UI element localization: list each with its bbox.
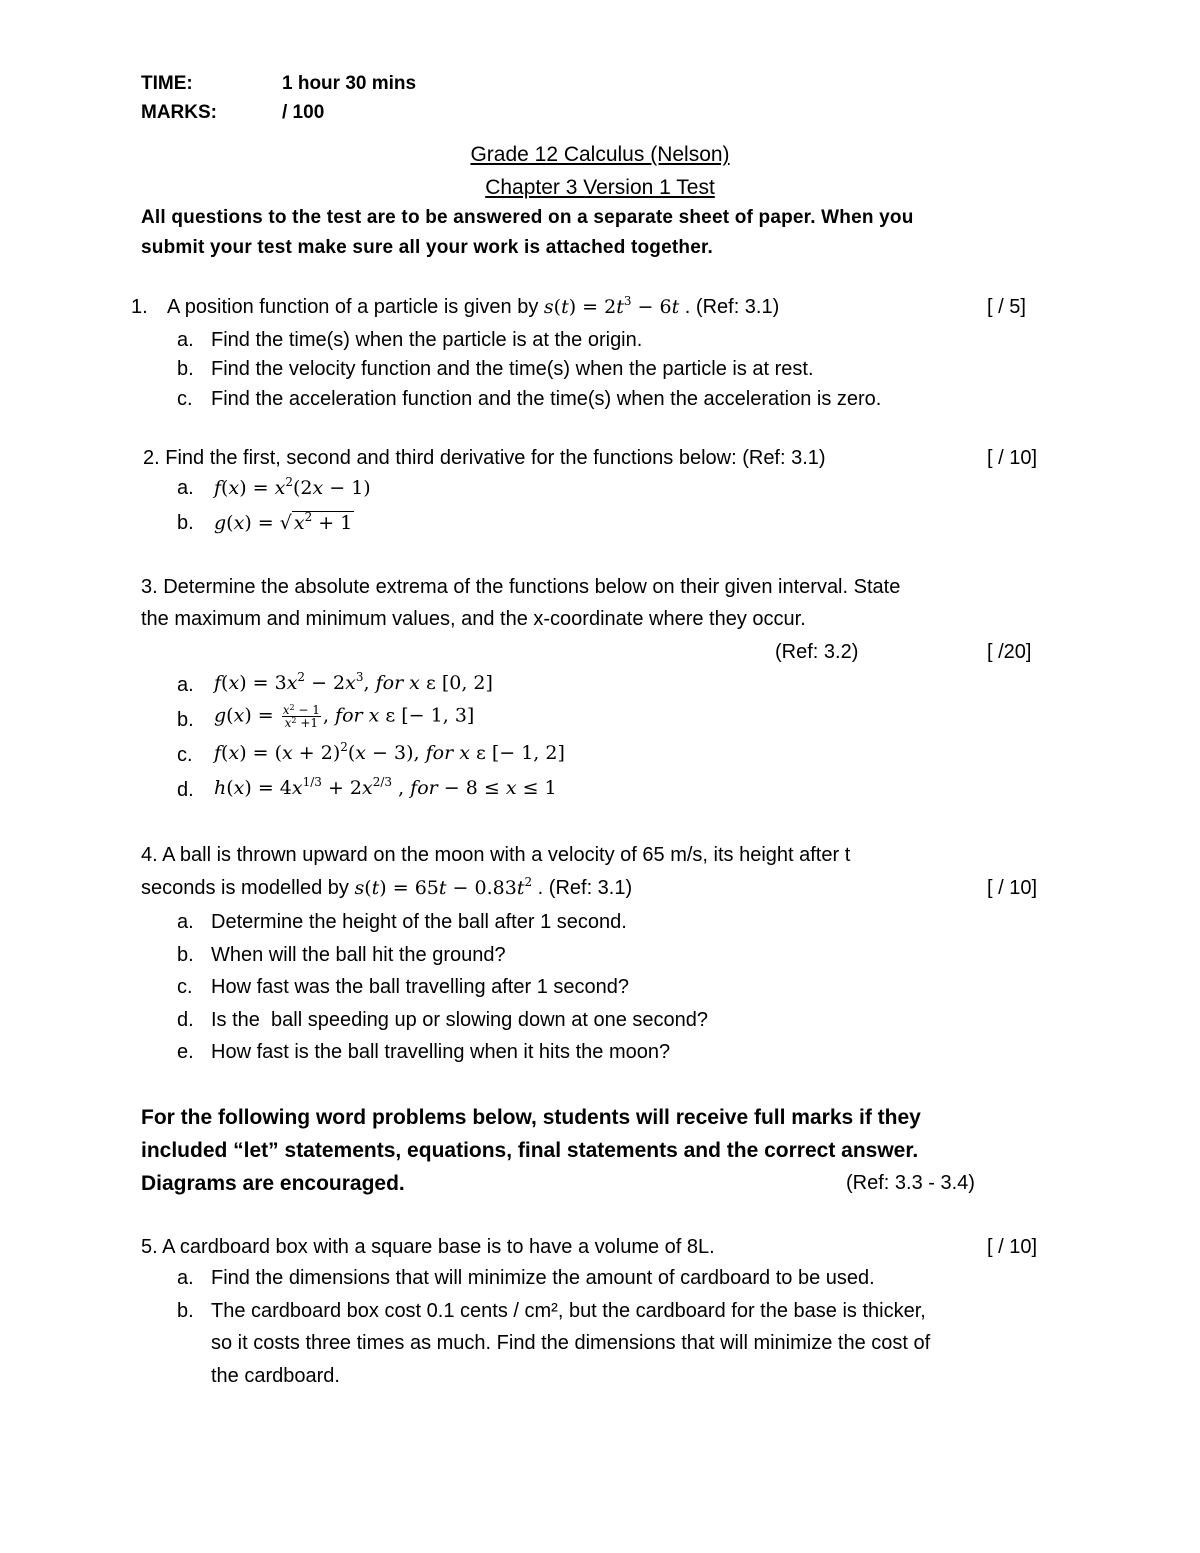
- q4-part-c-text: How fast was the ball travelling after 1 second?: [211, 976, 629, 998]
- q3-part-b-formula: g(x) = $\frac{x^2 - 1}{x^2 +1}$ , for x ε [− 1, 3]: [214, 703, 475, 730]
- q4-part-d-text: Is the ball speeding up or slowing down at one second?: [211, 1009, 709, 1031]
- q1-part-c-text: Find the acceleration function and the time(s) when the acceleration is zero.: [211, 388, 882, 410]
- q3-line-1: 3. Determine the absolute extrema of the functions below on their given interval. State: [141, 576, 901, 598]
- q3-part-d-letter: d.: [177, 779, 194, 801]
- q2-part-a-formula: $f(x) = x^2(2x - 1)$: [214, 475, 371, 499]
- q1-formula: $s(t) = 2t^3 - 6t$: [543, 294, 680, 318]
- q5-part-b-line-2: so it costs three times as much. Find the dimensions that will minimize the cost of: [211, 1332, 931, 1354]
- q3-part-b-letter: b.: [177, 709, 194, 731]
- q3-part-d-formula: $h(x) = 4x^{1/3} + 2x^{2/3}$ , for − 8 ≤ x ≤ 1: [214, 775, 557, 799]
- q1-marks: [ / 5]: [987, 296, 1026, 318]
- marks-label: MARKS:: [141, 102, 217, 123]
- q4-text-after: . (Ref: 3.1): [537, 877, 633, 899]
- q3-part-a-letter: a.: [177, 674, 194, 696]
- q2-text: 2. Find the first, second and third derivative for the functions below: (Ref: 3.1): [143, 447, 826, 469]
- q3-ref: (Ref: 3.2): [775, 641, 859, 663]
- q1-part-a-text: Find the time(s) when the particle is at the origin.: [211, 329, 643, 351]
- q4-part-e-letter: e.: [177, 1041, 194, 1063]
- q5-part-a-letter: a.: [177, 1267, 194, 1289]
- test-title: Chapter 3 Version 1 Test: [485, 176, 715, 199]
- q4-part-e-text: How fast is the ball travelling when it hits the moon?: [211, 1041, 671, 1063]
- q3-part-c-letter: c.: [177, 744, 193, 766]
- q3-line-2: the maximum and minimum values, and the x-coordinate where they occur.: [141, 608, 806, 630]
- q1-stem: [167, 296, 779, 319]
- time-value: 1 hour 30 mins: [282, 73, 417, 94]
- q4-part-a-text: Determine the height of the ball after 1 second.: [211, 911, 627, 933]
- q3-part-a-formula: $f(x) = 3x^2 - 2x^3$, for x ε [0, 2]: [214, 670, 493, 694]
- q5-part-b-line-1: The cardboard box cost 0.1 cents / cm², but the cardboard for the base is thicker,: [211, 1300, 926, 1322]
- q3-marks: [ /20]: [987, 641, 1032, 663]
- q1-part-c-letter: c.: [177, 388, 193, 410]
- q4-part-c-letter: c.: [177, 976, 193, 998]
- q1-part-a-letter: a.: [177, 329, 194, 351]
- time-label: TIME:: [141, 73, 193, 94]
- marks-value: / 100: [282, 102, 325, 123]
- q1-text-after: . (Ref: 3.1): [684, 296, 780, 318]
- q5-marks: [ / 10]: [987, 1236, 1038, 1258]
- word-problems-line-1: For the following word problems below, students will receive full marks if they: [141, 1106, 921, 1129]
- q4-part-b-letter: b.: [177, 944, 194, 966]
- q1-part-b-letter: b.: [177, 358, 194, 380]
- q4-part-a-letter: a.: [177, 911, 194, 933]
- q1-part-b-text: Find the velocity function and the time(s) when the particle is at rest.: [211, 358, 814, 380]
- course-title: Grade 12 Calculus (Nelson): [470, 143, 730, 166]
- q5-text: 5. A cardboard box with a square base is to have a volume of 8L.: [141, 1236, 715, 1258]
- q4-formula: $s(t) = 65t - 0.83t^2$: [354, 875, 533, 899]
- q2-part-a-letter: a.: [177, 477, 194, 499]
- word-problems-line-2: included “let” statements, equations, final statements and the correct answer.: [141, 1139, 919, 1162]
- q4-part-d-letter: d.: [177, 1009, 194, 1031]
- q4-line-1: 4. A ball is thrown upward on the moon with a velocity of 65 m/s, its height after t: [141, 844, 851, 866]
- instructions-line-2: submit your test make sure all your work is attached together.: [141, 237, 714, 258]
- q2-part-b-letter: b.: [177, 512, 194, 534]
- q3-part-c-formula: $f(x) = (x + 2)^2(x - 3)$, for x ε [− 1, 2]: [214, 740, 565, 764]
- instructions-line-1: All questions to the test are to be answered on a separate sheet of paper. When you: [141, 207, 914, 228]
- q2-marks: [ / 10]: [987, 447, 1038, 469]
- q4-marks: [ / 10]: [987, 877, 1038, 899]
- q5-part-a-text: Find the dimensions that will minimize the amount of cardboard to be used.: [211, 1267, 875, 1289]
- q4-part-b-text: When will the ball hit the ground?: [211, 944, 506, 966]
- word-problems-ref: (Ref: 3.3 - 3.4): [846, 1172, 975, 1194]
- word-problems-line-3: Diagrams are encouraged.: [141, 1172, 405, 1195]
- q4-text-before: seconds is modelled by: [141, 877, 349, 899]
- q5-part-b-line-3: the cardboard.: [211, 1365, 340, 1387]
- q3-part-b-fraction: $\frac{x^2 - 1}{x^2 +1}$: [282, 703, 320, 730]
- q5-part-b-letter: b.: [177, 1300, 194, 1322]
- q2-part-b-formula: g(x) = √ $x^2 + 1$: [214, 510, 353, 534]
- q1-text-before: A position function of a particle is given by: [167, 296, 539, 318]
- q1-number: 1.: [131, 296, 148, 318]
- q4-line-2: [141, 877, 632, 900]
